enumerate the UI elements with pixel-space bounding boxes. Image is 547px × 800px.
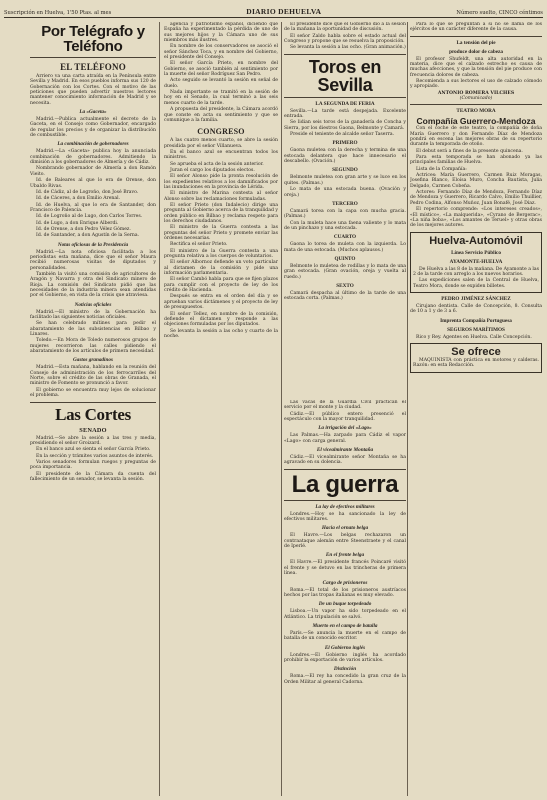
article-text: Nombrando gobernador de Almería a don Ramón Vieito. <box>30 166 156 177</box>
article-text: De Huelva a las 8 de la mañana. De Ayamonte a las 2 de la tarde con arreglo a los nuevos horarios. <box>413 266 539 277</box>
section-el-telefono: EL TELÉFONO <box>60 62 126 72</box>
article-text: El señor Tellez, en nombre de la comisión, defiende el dictamen y responde a las objeciones formuladas por los diputados. <box>164 311 278 328</box>
article-text: El Havre.—El presidente francés Poincaré visitó el frente y se detuvo en las trincheras de primera línea. <box>284 560 406 577</box>
ad-box <box>410 232 542 293</box>
headline-las-cortes: Las Cortes <box>55 404 131 424</box>
article-text: Se levanta la sesión a las ocho. (Gran animación.) <box>290 45 406 51</box>
subhead: Imprenta Compañía Portuguesa <box>440 317 512 324</box>
article-text: Recomienda a sus lectores el uso de calzado cómodo y apropiado. <box>410 79 542 90</box>
article-text: Varios senadores formulan ruegos y preguntas de poca importancia. <box>30 459 156 471</box>
subhead: Muerto en el campo de batalla <box>312 622 378 629</box>
article-text: Actores: Fernando Díaz de Mendoza, Fernando Díaz de Mendoza y Guerrero, Ricardo Calvo, Emilio Thuillier, Pedro Codina, Alfonso Muñoz, Juan Bonafé, José Díaz. <box>410 190 542 206</box>
article-text: Toledo.—En Mora de Toledo numerosos grupos de mujeres recorrieron las calles pidiendo el abaratamiento de los artículos de primera necesidad. <box>30 338 156 355</box>
subhead: La tensión del pie <box>456 39 496 46</box>
article-text: Belmonte lo muletea de rodillas y lo mata de una gran estocada. (Gran ovación, oreja y vuelta al ruedo.) <box>284 263 406 280</box>
article-text: El señor Albornoz defiende un voto particular al dictamen de la comisión y pide una información parlamentaria. <box>164 260 278 277</box>
ad-box <box>410 343 542 373</box>
subhead: La combinación de gobernadores <box>57 141 129 148</box>
article-text: El ministro de la Guerra contesta a una pregunta relativa a los cuerpos de voluntarios. <box>164 248 278 260</box>
article-text: Id. de Logroño al de Lugo, don Carlos Torres. <box>36 214 143 220</box>
section-senado: SENADO <box>79 426 107 434</box>
article-text: Id. de Santander, a don Agustín de la Serna. <box>36 233 140 239</box>
article-text: Arriero va una carta atraída en la Península entre Sevilla y Madrid. En esos pueblos informa sus 120 de Gobernación con los Cortes. Con el motivo de las peticiones que pueden advertir nuestros lectores mantener conocimiento información de Madrid y se necesita. <box>30 74 156 106</box>
signature: ANTONIO ROMERA VILCHES <box>437 90 515 96</box>
article-text: En la sección y trámites varios asuntos de interés. <box>36 453 154 459</box>
article-text: El presidente de la Cámara da cuenta del fallecimiento de un senador, se levanta la sesión. <box>30 471 156 482</box>
rule <box>30 402 156 403</box>
article-text: agencia y patriotismo español, diciendo que España ha experimentado la pérdida de uno de sus mejores hijos y la Cámara uno de sus miembros más ilustres. <box>164 22 278 44</box>
article-text: Id. de Baleares al que lo era de Orense, don Ubaldo Rivas. <box>30 178 156 189</box>
article-text: Sevilla.—La tarde está despejada. Excelente entrada. <box>284 108 406 120</box>
subhead: SEGUROS MARÍTIMOS <box>447 326 505 333</box>
article-text: Id. de Huelva, al que lo era de Santander, don Francisco de Palencia. <box>30 202 156 213</box>
article-text: El señor Alonso pide la pronta resolución de los expedientes relativos a los damnificados por las inundaciones en la provincia de Lérida. <box>164 174 278 190</box>
article-text: En el banco azul se encuentran todos los ministros. <box>164 149 278 161</box>
article-text: Cádiz.—El vicealmirante señor Montaña se ha agravado en su dolencia. <box>284 455 406 466</box>
article-text: Londres.—El Gobierno inglés ha acordado prohibir la exportación de varios artículos. <box>284 652 406 663</box>
article-text: Madrid.—La «Gaceta» publica hoy la anunciada combinación de gobernadores. Admitiendo la dimisión a los gobernadores de Almería y de Cádiz. <box>30 149 156 166</box>
article-text: Gaona muletea con la derecha y termina de una estocada delantera que hace innecesario el descabello. (Ovación.) <box>284 148 406 165</box>
headline-telegrafo: Por Telégrafo y Teléfono <box>41 23 145 55</box>
masthead-subscription: Suscripción en Huelva, 1'50 Ptas. al mes <box>4 10 112 16</box>
subhead: produce dolor de cabeza <box>449 48 503 55</box>
article-text: Madrid.—Esta mañana, hablando en la reunión del Consejo de administración de los ferrocarriles del Norte, sobre el crédito de las obras de Granada, el ministro de Fomento se pronunció a favor. <box>30 365 156 387</box>
article-text: Id. de Orense, a don Pedro Vélez Gómez. <box>36 226 131 232</box>
masthead-title: DIARIO DEHUELVA <box>246 7 322 16</box>
article-text: En nombre de los conservadores se asoció el señor Sánchez Toca, y en nombre del Gobierno, el presidente del Consejo. <box>164 44 278 61</box>
subhead: La irrigación del «Lago» <box>318 425 372 432</box>
article-text: Cirujano dentista. Calle de Concepción, 8. Consulta de 10 a 1 y de 3 a 6. <box>410 303 542 315</box>
article-text: Actrices: María Guerrero, Carmen Ruiz Moragas, Josefina Blanco, Eloísa Muro, Concha Bautista, Julia Delgado, Carmen Cobeña. <box>410 173 542 189</box>
headline-toros: Toros en Sevilla <box>308 56 382 95</box>
article-text: Lista de la Compañía: <box>416 166 467 172</box>
subhead: El vicealmirante Montaña <box>316 447 374 454</box>
article-text: Roma.—El total de los prisioneros austríacos hechos por las tropas italianas es muy elevado. <box>284 587 406 598</box>
article-text: Se han celebrado mítines para pedir el abaratamiento de las subsistencias en Bilbao y Linares. <box>30 321 156 338</box>
article-text: Belmonte muletea con gran arte y se luce en los quites. (Palmas.) <box>284 175 406 186</box>
ad-headline: Huelva-Automóvil <box>429 234 523 247</box>
article-text: El señor Zaldo habla sobre el estado actual del Congreso y propone que se resuelva la proposición. <box>284 33 406 45</box>
subhead: SEXTO <box>336 282 354 289</box>
article-text: Madrid.—Se abre la sesión a las tres y media, presidiendo el señor Groizard. <box>30 435 156 446</box>
subhead: La lay de efectivos militares <box>315 503 375 510</box>
article-text: Lo mata de una estocada buena. (Ovación y oreja.) <box>284 187 406 198</box>
article-text: París.—Se anuncia la muerte en el campo de batalla de un conocido escritor. <box>284 630 406 642</box>
article-text: El señor Cambó habla para que se fijen plazos para cumplir con el proyecto de ley de los crédito de Hacienda. <box>164 277 278 294</box>
subhead: QUINTO <box>334 255 356 262</box>
rule <box>284 54 406 55</box>
article-text: Nada importante se tramitó en la sesión de hoy en el Senado, la cual terminó a las seis menos cuarto de la tarde. <box>164 90 278 106</box>
rule <box>284 500 406 501</box>
article-text: El señor García Prieto, en nombre del Gobierno, se asoció también al sentimiento por la muerte del señor Rodríguez San Pedro. <box>164 61 278 78</box>
masthead <box>4 4 543 18</box>
article-text: Londres.—Hoy se ha sancionado la ley de efectivos militares. <box>284 511 406 523</box>
article-text: El presidente dice que el Gobierno dio a la sesión de la mañana la oportunidad de discusión. <box>284 22 406 33</box>
column-divider <box>281 22 282 796</box>
article-text: Camará despacha al último de la tarde de una estocada corta. (Palmas.) <box>284 290 406 302</box>
rule <box>30 57 156 58</box>
ad-headline: Compañía Guerrero-Mendoza <box>416 116 536 127</box>
rule <box>284 469 406 470</box>
article-text: Después se entra en el orden del día y se aprueban varios dictámenes y el proyecto de ley de presupuestos. <box>164 294 278 311</box>
column-4 <box>410 22 542 798</box>
subhead: LA SEGUNDA DE FERIA <box>315 100 375 107</box>
article-text: Para esta temporada se han abonado ya las principales familias de Huelva. <box>410 155 542 166</box>
article-text: Madrid.—La nota oficiosa facilitada a los periodistas esta mañana, dice que el señor Maura recibió numerosas visitas de diputados y personalidades. <box>30 249 156 271</box>
article-text: Gaona lo torea de muleta con la izquierda. Lo mata de una estocada. (Muchos aplausos.) <box>284 242 406 253</box>
column-3-war <box>284 400 406 798</box>
article-text: Las vacas de la Guardia Civil practican el servicio por el monte y la ciudad. <box>284 400 406 411</box>
subhead: En el frente belga <box>325 552 365 559</box>
subhead: TERCERO <box>332 200 358 207</box>
article-text: En el banco azul se sienta el señor García Prieto. <box>36 447 151 453</box>
article-text: El señor Prieto (don Indalecio) dirige una pregunta al Gobierno acerca de la tranquilidad y orden público en Bilbao y reclama respeto para los derechos ciudadanos. <box>164 202 278 224</box>
rule <box>410 36 542 37</box>
article-text: Rico y Rey. Agentes en Huelva. Calle Concepción. <box>416 334 532 340</box>
article-text: Madrid.—Publica actualmente el decreto de la Gaceta, en el Consejo como Gobernador, encargado de regular los precios y de organizar la distribución de combustible. <box>30 117 156 139</box>
article-text: Lisboa.—Un vapor ha sido torpedeado en el Atlántico. La tripulación se salvó. <box>284 609 406 620</box>
article-text: Las expediciones salen de la Central de Huelva, Teatro Mora, donde se expiden billetes. <box>413 278 539 289</box>
ad-headline: Se ofrece <box>451 345 501 358</box>
article-text: Camará torea con la capa con mucha gracia. (Palmas.) <box>284 208 406 220</box>
subhead: Cargo de prisioneros <box>322 579 368 586</box>
article-text: Madrid.—El ministro de la Gobernación ha facilitado las siguientes noticias oficiales. <box>30 309 156 321</box>
article-text: El ministro de la Guerra contesta a las preguntas del señor Prieto y promete enviar las órdenes necesarias. <box>164 225 278 242</box>
article-text: MAQUINISTA con práctica en motores y calderas. Razón: en esta Redacción. <box>413 357 539 369</box>
subhead: PRIMERO <box>332 140 358 147</box>
subhead: SEGUNDO <box>332 167 358 174</box>
article-text: También la visitó una comisión de agricultores de Aragón y Navarra y otra del Sindicato minero de Rioja. La comisión del Sindicato pidió que las necesidades de la industria minera sean atendidas por el Gobierno, en vista de la crisis que atraviesa. <box>30 271 156 299</box>
article-text: El debut será a fines de la presente quincena. <box>416 148 523 154</box>
subhead: De un buque torpedeado <box>318 601 372 608</box>
article-text: Roma.—El rey ha concedido la gran cruz de la Orden Militar al general Cadorna. <box>284 674 406 685</box>
masthead-price: Número suelto, CINCO céntimos <box>456 10 543 16</box>
article-text: El ministro de Marina contesta al señor Alonso sobre las reclamaciones formuladas. <box>164 191 278 202</box>
article-text: Se lidian seis toros de la ganadería de Concha y Sierra, por los diestros Gaona, Belmonte y Camará. <box>284 120 406 131</box>
subhead: Notas oficiosas de la Presidencia <box>57 241 129 248</box>
article-text: Rectifica el señor Prieto. <box>170 242 228 248</box>
article-text: Id. de Lugo, a don Enrique Alberdi. <box>36 220 119 226</box>
column-divider <box>159 22 160 796</box>
article-text: Las Palmas.—Ha zarpado para Cádiz el vapor «Lago» con carga general. <box>284 433 406 444</box>
subhead: El Gobierno inglés <box>324 644 366 651</box>
article-text: A propuesta del presidente, la Cámara acordó que conste en acta su sentimiento y que se comunique a la familia. <box>164 107 278 123</box>
article-text: Con la muleta hace una faena valiente y lo mata de un pinchazo y una estocada. <box>284 220 406 231</box>
subhead: Gastos granadinos <box>73 357 113 364</box>
article-text: Se aprueba el acta de la sesión anterior. <box>170 161 264 167</box>
article-text: El Havre.—Los belgas rechazaron un contraataque alemán entre Steenstraete y el canal de Iperlé. <box>284 533 406 550</box>
subhead: CUARTO <box>333 234 357 241</box>
subhead: PEDRO JIMÉNEZ SÁNCHEZ <box>441 295 511 302</box>
subhead: Distinción <box>333 666 357 673</box>
subhead: Hacia el ornato belga <box>321 525 369 532</box>
rule <box>284 97 406 98</box>
subhead: TEATRO MORA <box>456 108 496 115</box>
column-1 <box>30 22 156 798</box>
article-text: El gobierno se encuentra muy lejos de solucionar el problema. <box>30 387 156 399</box>
article-text: El repertorio comprende: «Los intereses creados», «El místico», «La malquerida», «Cyrano de Bergerac», «La niña boba», «Los amantes de Teruel» y otras obras de los mejores autores. <box>410 207 542 229</box>
article-text: Cádiz.—El público entero presenció el espectáculo con la mayor tranquilidad. <box>284 411 406 423</box>
rule <box>410 104 542 105</box>
column-2 <box>164 22 278 798</box>
signature-note: (Comunicado) <box>459 96 493 102</box>
article-text: El profesor Shufeldt, una alta autoridad en la materia, dice que el calzado estrecho es causa de muchas afecciones, y que la tensión del pie produce con frecuencia dolores de cabeza. <box>410 56 542 78</box>
headline-la-guerra: La guerra <box>291 470 399 498</box>
subhead: Noticias oficiales <box>74 301 112 308</box>
subhead: Línea Servicio Público <box>451 249 501 256</box>
subhead: La «Gaceta» <box>79 109 107 116</box>
article-text: Juran el cargo los diputados electos. <box>170 167 255 173</box>
section-congreso: CONGRESO <box>197 127 245 137</box>
article-text: Preside el teniente de alcalde señor Taserra. <box>290 132 395 138</box>
article-text: Se levanta la sesión a las ocho y cuarto de la noche. <box>164 328 278 339</box>
column-divider <box>407 22 408 796</box>
article-text: A las cuatro menos cuarto, se abre la sesión presidida por el señor Villanueva. <box>164 138 278 149</box>
article-text: Con el coche de este teatro, la compañía de doña María Guerrero y don Fernando Díaz de Mendoza pondrá en escena las mejores obras de su repertorio durante la temporada de otoño. <box>410 126 542 148</box>
article-text: Para lo que se preguntan a si no se llama de los ejércitos de un carácter diferente de la causa. <box>410 22 542 33</box>
article-text: Id. de Cáceres, a don Emilio Arenal. <box>36 196 121 202</box>
subhead: AYAMONTE-HUELVA <box>449 258 503 265</box>
article-text: Acto seguido se levantó la sesión en señal de duelo. <box>164 78 278 89</box>
article-text: Id. de Cádiz, al de Logroño, don José Bravo. <box>36 189 139 195</box>
